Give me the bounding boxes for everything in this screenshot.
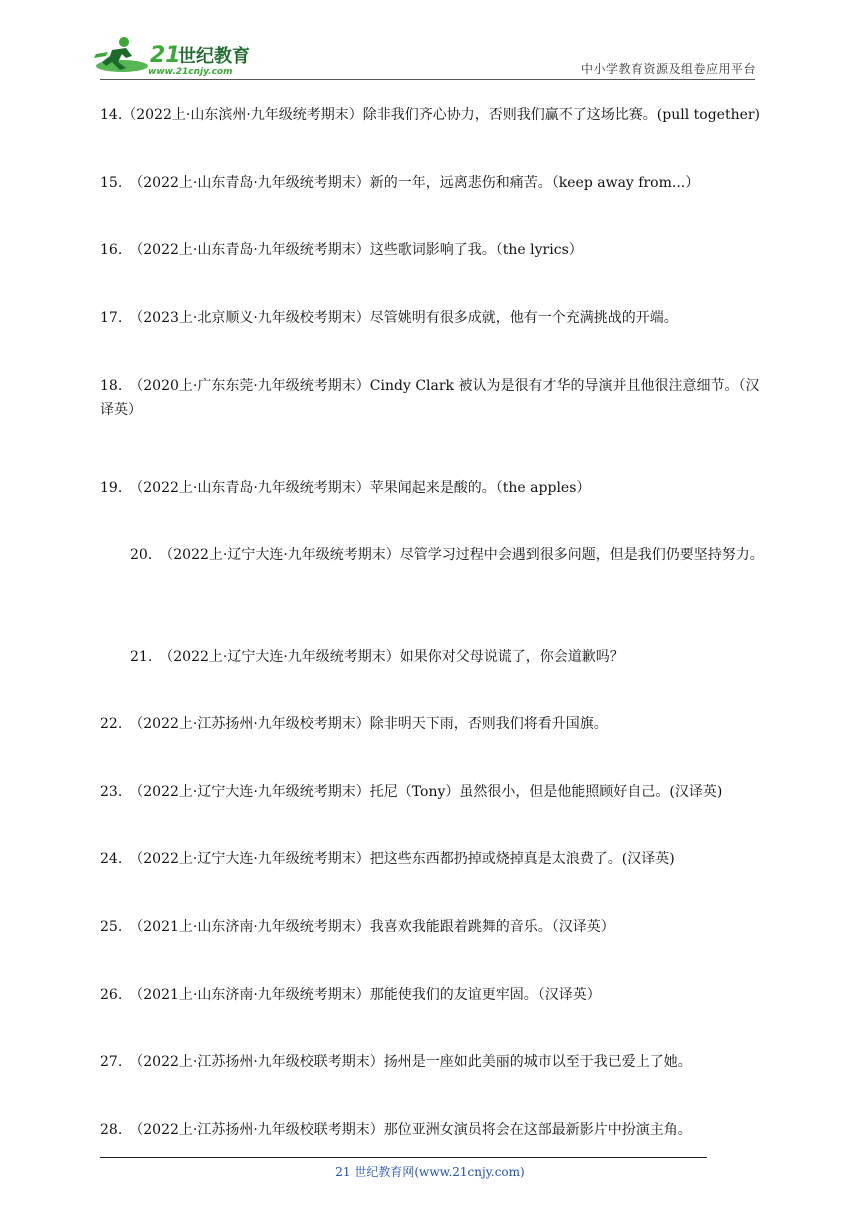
question-21: 21. （2022上·辽宁大连·九年级统考期末）如果你对父母说谎了，你会道歉吗？ [130, 649, 624, 665]
question-22: 22. （2022上·江苏扬州·九年级校考期末）除非明天下雨，否则我们将看升国旗。 [100, 716, 608, 732]
logo-text: 世纪教育 [178, 46, 250, 67]
question-18: 18. （2020上·广东东莞·九年级统考期末）Cindy Clark 被认为是很有才华的导演并且他很注意细节。（汉译英） [100, 378, 760, 418]
footer-divider [100, 1157, 707, 1158]
question-15: 15. （2022上·山东青岛·九年级统考期末）新的一年，远离悲伤和痛苦。（keep away from...） [100, 175, 700, 191]
question-14: 14.（2022上·山东滨州·九年级统考期末）除非我们齐心协力，否则我们赢不了这场比赛。(pull together) [100, 107, 761, 123]
header-divider [100, 79, 755, 80]
runner-icon [94, 37, 148, 72]
logo-url: www.21cnjy.com [148, 67, 233, 77]
footer-link[interactable]: 21 世纪教育网(www.21cnjy.com) [335, 1165, 525, 1179]
question-19: 19. （2022上·山东青岛·九年级统考期末）苹果闻起来是酸的。（the apples） [100, 480, 591, 496]
platform-name: 中小学教育资源及组卷应用平台 [580, 62, 756, 76]
logo [92, 36, 262, 78]
question-24: 24. （2022上·辽宁大连·九年级统考期末）把这些东西都扔掉或烧掉真是太浪费了。(汉译英) [100, 851, 675, 867]
svg-text:21: 21 [150, 43, 181, 68]
question-26: 26. （2021上·山东济南·九年级统考期末）那能使我们的友谊更牢固。（汉译英） [100, 987, 601, 1003]
question-20: 20. （2022上·辽宁大连·九年级统考期末）尽管学习过程中会遇到很多问题，但是我们仍要坚持努力。 [130, 547, 764, 563]
question-23: 23. （2022上·辽宁大连·九年级统考期末）托尼（Tony）虽然很小，但是他能照顾好自己。(汉译英) [100, 784, 723, 800]
question-25: 25. （2021上·山东济南·九年级统考期末）我喜欢我能跟着跳舞的音乐。（汉译英） [100, 919, 615, 935]
question-16: 16. （2022上·山东青岛·九年级统考期末）这些歌词影响了我。（the lyrics） [100, 242, 583, 258]
question-27: 27. （2022上·江苏扬州·九年级校联考期末）扬州是一座如此美丽的城市以至于我已爱上了她。 [100, 1054, 692, 1070]
question-28: 28. （2022上·江苏扬州·九年级校联考期末）那位亚洲女演员将会在这部最新影片中扮演主角。 [100, 1122, 692, 1138]
question-17: 17. （2023上·北京顺义·九年级校考期末）尽管姚明有很多成就，他有一个充满挑战的开端。 [100, 310, 678, 326]
page-header [0, 0, 860, 80]
